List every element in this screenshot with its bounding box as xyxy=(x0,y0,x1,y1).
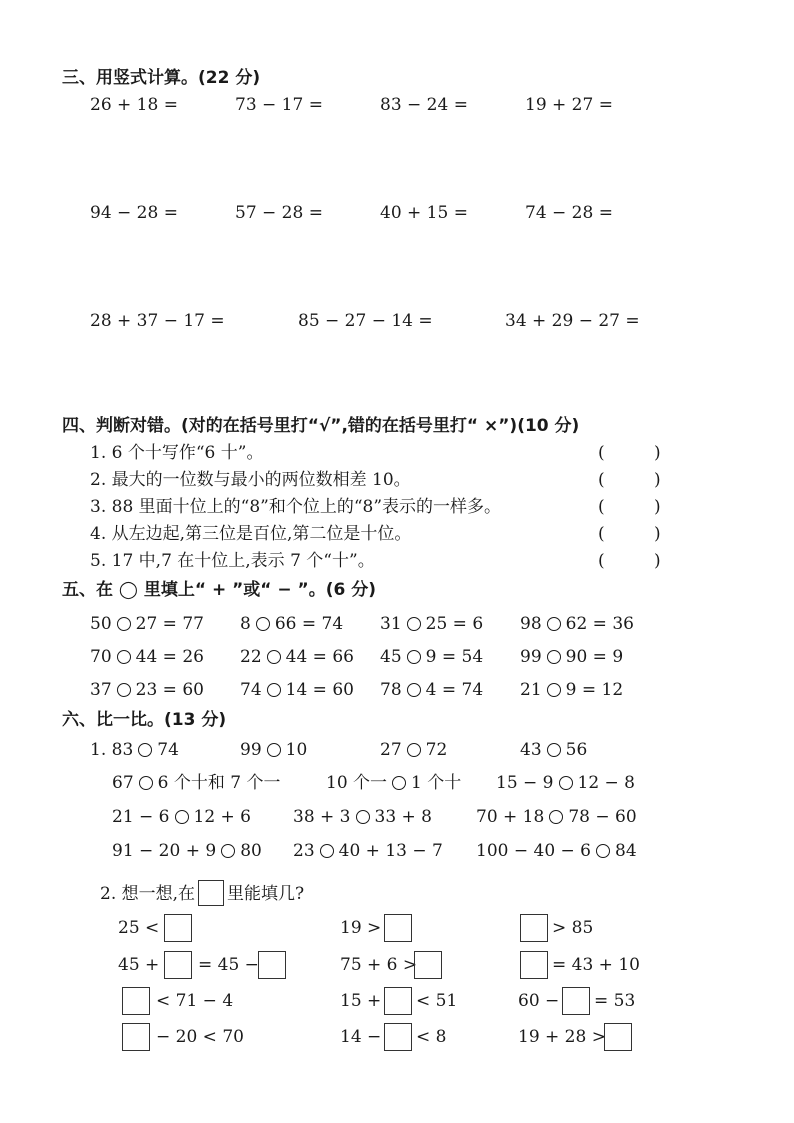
answer-circle[interactable] xyxy=(549,810,563,824)
fill-sign-item: 31 25 = 6 xyxy=(380,614,484,634)
answer-circle[interactable] xyxy=(547,650,561,664)
fill-box-text: 14 − xyxy=(340,1027,382,1047)
fill-sign-item: 37 23 = 60 xyxy=(90,680,204,700)
compare-item: 10 个一 1 个十 xyxy=(326,773,462,793)
fill-box-text: = 45 − xyxy=(198,955,259,975)
fill-box-text: 19 + 28 > xyxy=(518,1027,606,1047)
calc-item: 74 − 28 = xyxy=(525,203,613,223)
answer-paren-close[interactable]: ) xyxy=(654,497,661,517)
compare-item: 23 40 + 13 − 7 xyxy=(293,841,443,861)
answer-circle[interactable] xyxy=(117,617,131,631)
answer-circle[interactable] xyxy=(559,776,573,790)
compare-item: 70 + 18 78 − 60 xyxy=(476,807,637,827)
compare-item: 38 + 3 33 + 8 xyxy=(293,807,432,827)
fill-sign-item: 50 27 = 77 xyxy=(90,614,204,634)
answer-circle[interactable] xyxy=(221,844,235,858)
answer-paren-open[interactable]: ( xyxy=(598,443,605,463)
judge-item: 3. 88 里面十位上的“8”和个位上的“8”表示的一样多。 xyxy=(90,497,502,517)
judge-item: 5. 17 中,7 在十位上,表示 7 个“十”。 xyxy=(90,551,375,571)
fill-box-text: − 20 < 70 xyxy=(156,1027,244,1047)
compare-item: 1. 83 74 xyxy=(90,740,179,760)
judge-item: 2. 最大的一位数与最小的两位数相差 10。 xyxy=(90,470,411,490)
fill-box-text: < 8 xyxy=(416,1027,447,1047)
calc-item: 94 − 28 = xyxy=(90,203,178,223)
calc-item: 28 + 37 − 17 = xyxy=(90,311,225,331)
answer-box[interactable] xyxy=(520,914,548,942)
fill-box-text: 19 > xyxy=(340,918,382,938)
fill-box-text: 60 − xyxy=(518,991,560,1011)
answer-box[interactable] xyxy=(164,914,192,942)
answer-box[interactable] xyxy=(164,951,192,979)
section-5-title: 五、在 ◯ 里填上“ + ”或“ − ”。(6 分) xyxy=(62,580,377,600)
answer-paren-close[interactable]: ) xyxy=(654,470,661,490)
fill-box-text: < 71 − 4 xyxy=(156,991,234,1011)
answer-paren-open[interactable]: ( xyxy=(598,551,605,571)
answer-box[interactable] xyxy=(414,951,442,979)
answer-box[interactable] xyxy=(384,914,412,942)
answer-circle[interactable] xyxy=(117,683,131,697)
answer-paren-close[interactable]: ) xyxy=(654,443,661,463)
fill-sign-item: 98 62 = 36 xyxy=(520,614,634,634)
answer-circle[interactable] xyxy=(175,810,189,824)
answer-box[interactable] xyxy=(384,987,412,1015)
calc-item: 26 + 18 = xyxy=(90,95,178,115)
answer-paren-close[interactable]: ) xyxy=(654,551,661,571)
fill-sign-item: 45 9 = 54 xyxy=(380,647,484,667)
fill-box-text: = 53 xyxy=(594,991,636,1011)
judge-item: 4. 从左边起,第三位是百位,第二位是十位。 xyxy=(90,524,412,544)
calc-item: 85 − 27 − 14 = xyxy=(298,311,433,331)
part-2-title: 2. 想一想,在 里能填几? xyxy=(100,880,304,906)
calc-item: 19 + 27 = xyxy=(525,95,613,115)
section-3-title: 三、用竖式计算。(22 分) xyxy=(62,68,261,88)
compare-item: 27 72 xyxy=(380,740,448,760)
fill-sign-item: 74 14 = 60 xyxy=(240,680,354,700)
calc-item: 34 + 29 − 27 = xyxy=(505,311,640,331)
answer-box[interactable] xyxy=(384,1023,412,1051)
compare-item: 43 56 xyxy=(520,740,588,760)
answer-circle[interactable] xyxy=(356,810,370,824)
answer-box[interactable] xyxy=(604,1023,632,1051)
compare-item: 21 − 6 12 + 6 xyxy=(112,807,251,827)
fill-box-text: 15 + xyxy=(340,991,382,1011)
fill-sign-item: 99 90 = 9 xyxy=(520,647,624,667)
fill-sign-item: 70 44 = 26 xyxy=(90,647,204,667)
answer-circle[interactable] xyxy=(407,617,421,631)
answer-circle[interactable] xyxy=(392,776,406,790)
compare-item: 99 10 xyxy=(240,740,308,760)
answer-circle[interactable] xyxy=(267,683,281,697)
compare-item: 100 − 40 − 6 84 xyxy=(476,841,637,861)
answer-circle[interactable] xyxy=(117,650,131,664)
answer-circle[interactable] xyxy=(407,683,421,697)
answer-circle[interactable] xyxy=(139,776,153,790)
answer-circle[interactable] xyxy=(547,617,561,631)
answer-circle[interactable] xyxy=(267,743,281,757)
answer-box[interactable] xyxy=(258,951,286,979)
sample-box xyxy=(198,880,224,906)
compare-item: 67 6 个十和 7 个一 xyxy=(112,773,281,793)
calc-item: 57 − 28 = xyxy=(235,203,323,223)
judge-item: 1. 6 个十写作“6 十”。 xyxy=(90,443,264,463)
calc-item: 73 − 17 = xyxy=(235,95,323,115)
section-4-title: 四、判断对错。(对的在括号里打“√”,错的在括号里打“ ×”)(10 分) xyxy=(62,416,580,436)
fill-sign-item: 21 9 = 12 xyxy=(520,680,624,700)
answer-circle[interactable] xyxy=(138,743,152,757)
fill-box-text: < 51 xyxy=(416,991,458,1011)
section-6-title: 六、比一比。(13 分) xyxy=(62,710,227,730)
answer-paren-close[interactable]: ) xyxy=(654,524,661,544)
fill-box-text: 25 < xyxy=(118,918,160,938)
answer-circle[interactable] xyxy=(256,617,270,631)
answer-circle[interactable] xyxy=(407,650,421,664)
calc-item: 83 − 24 = xyxy=(380,95,468,115)
answer-box[interactable] xyxy=(122,1023,150,1051)
compare-item: 91 − 20 + 9 80 xyxy=(112,841,262,861)
fill-sign-item: 8 66 = 74 xyxy=(240,614,344,634)
answer-box[interactable] xyxy=(520,951,548,979)
fill-sign-item: 22 44 = 66 xyxy=(240,647,354,667)
compare-item: 15 − 9 12 − 8 xyxy=(496,773,635,793)
answer-circle[interactable] xyxy=(407,743,421,757)
answer-circle[interactable] xyxy=(547,683,561,697)
answer-circle[interactable] xyxy=(320,844,334,858)
fill-box-text: = 43 + 10 xyxy=(552,955,640,975)
fill-box-text: > 85 xyxy=(552,918,594,938)
fill-sign-item: 78 4 = 74 xyxy=(380,680,484,700)
answer-circle[interactable] xyxy=(547,743,561,757)
answer-paren-open[interactable]: ( xyxy=(598,524,605,544)
fill-box-text: 45 + xyxy=(118,955,160,975)
answer-paren-open[interactable]: ( xyxy=(598,470,605,490)
answer-box[interactable] xyxy=(562,987,590,1015)
answer-paren-open[interactable]: ( xyxy=(598,497,605,517)
fill-box-text: 75 + 6 > xyxy=(340,955,418,975)
answer-box[interactable] xyxy=(122,987,150,1015)
answer-circle[interactable] xyxy=(596,844,610,858)
calc-item: 40 + 15 = xyxy=(380,203,468,223)
answer-circle[interactable] xyxy=(267,650,281,664)
